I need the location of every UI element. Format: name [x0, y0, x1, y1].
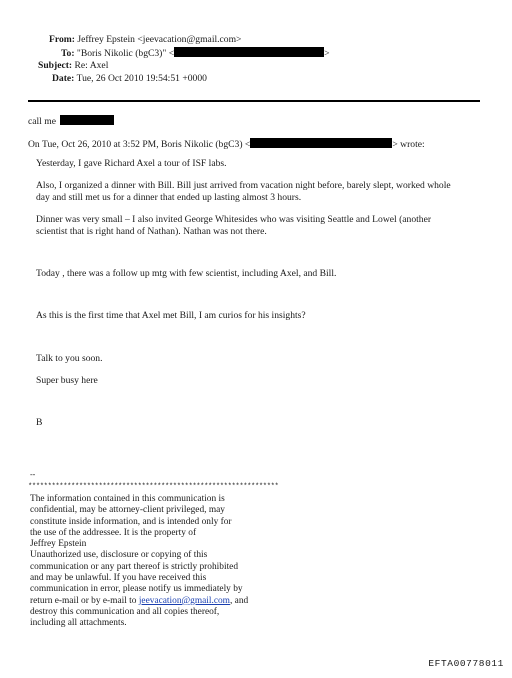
quote-paragraph: Also, I organized a dinner with Bill. Bill just arrived from vacation night before, barely slept, worked whole — [36, 180, 451, 191]
redaction-bar — [250, 138, 392, 148]
quote-paragraph: Super busy here — [36, 375, 98, 386]
disclaimer-line: communication or any part thereof is strictly prohibited — [30, 561, 239, 572]
disclaimer — [30, 494, 280, 630]
redaction-bar — [60, 115, 114, 125]
from-value: Jeffrey Epstein <jeevacation@gmail.com> — [77, 34, 242, 45]
disclaimer-line: Jeffrey Epstein — [30, 539, 87, 550]
subject-label: Subject: — [38, 60, 73, 71]
date-label: Date: — [52, 73, 75, 84]
header-divider — [28, 100, 480, 102]
quote-paragraph: As this is the first time that Axel met Bill, I am curios for his insights? — [36, 310, 306, 321]
quote-paragraph: scientist that is right hand of Nathan). Nathan was not there. — [36, 226, 267, 237]
disclaimer-line — [30, 596, 280, 607]
to-value: "Boris Nikolic (bgC3)" < — [76, 48, 175, 59]
reply-line — [28, 115, 114, 128]
subject-line — [38, 60, 108, 72]
subject-value: Re: Axel — [74, 60, 109, 71]
date-line — [52, 73, 207, 85]
disclaimer-line: constitute inside information, and is intended only for — [30, 516, 232, 527]
date-value: Tue, 26 Oct 2010 19:54:51 +0000 — [76, 73, 207, 84]
disclaimer-prefix: return e-mail or by e-mail to — [30, 595, 139, 606]
disclaimer-line: confidential, may be attorney-client privileged, may — [30, 505, 225, 516]
to-suffix: > — [324, 48, 330, 59]
disclaimer-line: communication in error, please notify us immediately by — [30, 584, 243, 595]
quote-paragraph: Today , there was a follow up mtg with few scientist, including Axel, and Bill. — [36, 268, 337, 279]
to-label: To: — [61, 48, 75, 59]
redaction-bar — [174, 47, 324, 57]
quote-paragraph: Talk to you soon. — [36, 353, 103, 364]
disclaimer-line: including all attachments. — [30, 618, 127, 629]
footer-stars: **************************************************************** — [28, 483, 279, 491]
footer-dashes: -- — [30, 470, 36, 479]
quote-paragraph: day and still met us for a dinner that ended up lasting almost 3 hours. — [36, 192, 302, 203]
disclaimer-line: Unauthorized use, disclosure or copying of this — [30, 550, 208, 561]
disclaimer-line: The information contained in this communication is — [30, 494, 225, 504]
reply-text: call me — [28, 116, 56, 127]
document-id: EFTA00778011 — [428, 658, 504, 669]
from-line — [49, 34, 241, 46]
quote-signoff: B — [36, 417, 43, 428]
disclaimer-line: destroy this communication and all copies thereof, — [30, 606, 220, 617]
quote-paragraph: Yesterday, I gave Richard Axel a tour of ISF labs. — [36, 158, 227, 169]
quote-paragraph: Dinner was very small – I also invited George Whitesides who was visiting Seattle and Lowel (another — [36, 214, 432, 225]
quote-intro-suffix: > wrote: — [392, 139, 425, 150]
from-label: From: — [49, 34, 75, 45]
email-link[interactable]: jeevacation@gmail.com — [138, 595, 230, 606]
quote-intro-prefix: On Tue, Oct 26, 2010 at 3:52 PM, Boris Nikolic (bgC3) < — [28, 139, 251, 150]
to-line — [61, 47, 330, 60]
disclaimer-line: the use of the addressee. It is the property of — [30, 527, 197, 538]
quote-intro — [28, 138, 425, 151]
disclaimer-suffix: , and — [229, 595, 249, 606]
disclaimer-line: and may be unlawful. If you have received this — [30, 573, 207, 584]
